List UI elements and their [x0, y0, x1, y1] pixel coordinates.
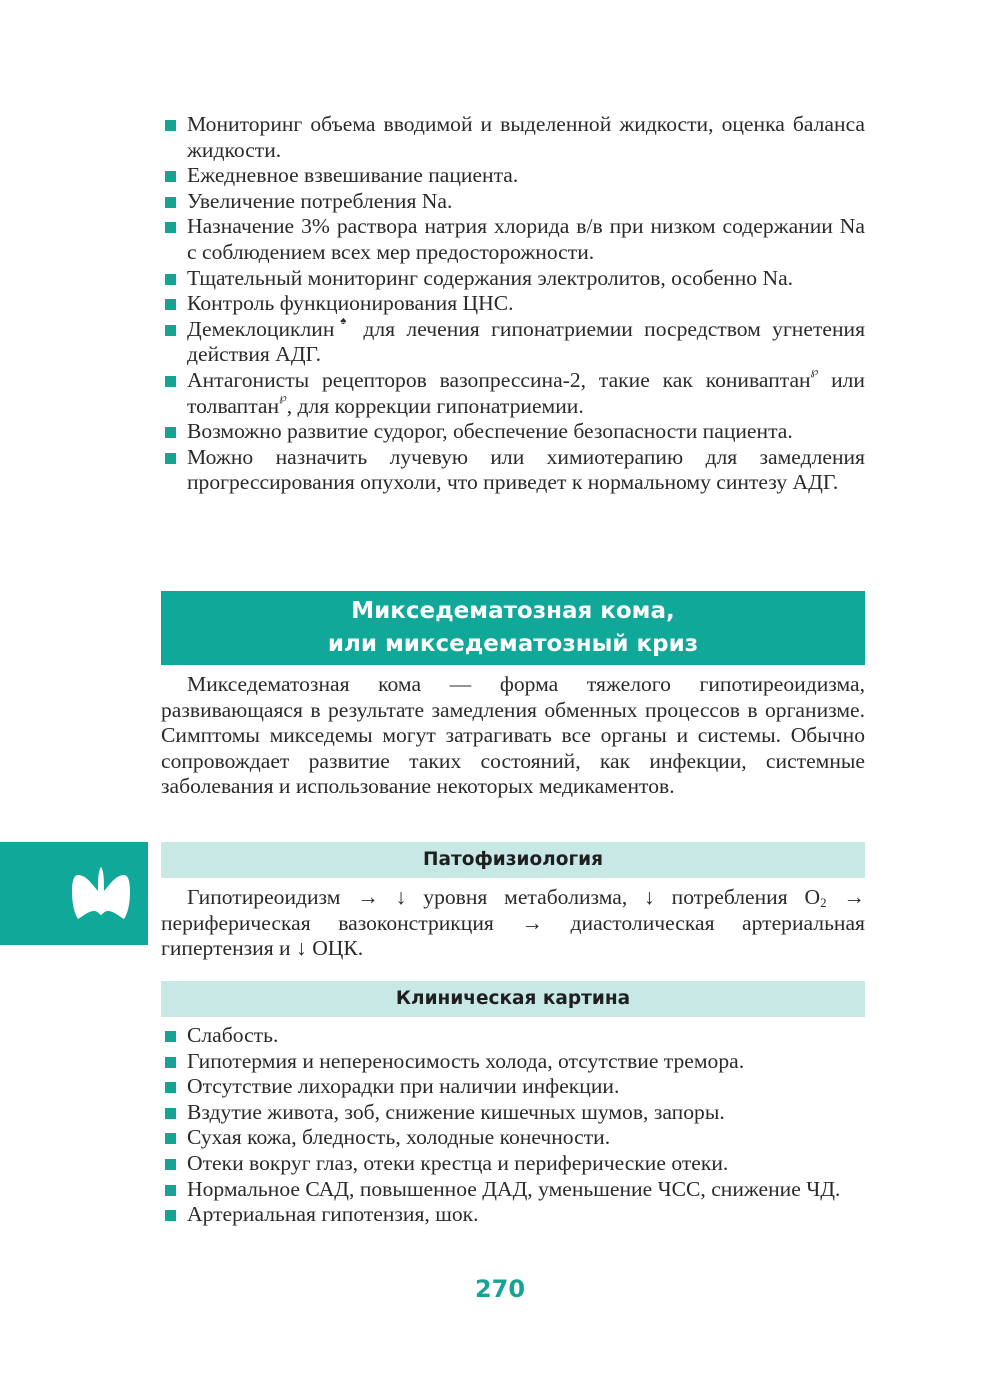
drug-name: Демеклоциклин — [187, 316, 335, 341]
list-item-text: Тщательный мониторинг содержания электролитов, особенно Na. — [187, 265, 794, 290]
list-item-text: Сухая кожа, бледность, холодные конечности. — [187, 1125, 611, 1150]
intro-paragraph: Микседематозная кома — форма тяжелого гипотиреоидизма, развивающаяся в результате замедления обменных процессов в организме. Симптомы микседемы могут затрагивать все органы и системы. Обычно сопровождает развитие таких состояний, как инфекции, системные заболевания и использование некоторых медикаментов. — [161, 672, 865, 799]
list-item-text: , для коррекции гипонатриемии. — [286, 393, 584, 418]
page-number: 270 — [474, 1275, 526, 1303]
pathophysiology-text: → периферическая вазоконстрикция → диастолическая артериальная гипертензия и ↓ ОЦК. — [161, 885, 865, 961]
list-item — [161, 214, 865, 265]
section-title-line-2: или микседематозный криз — [327, 631, 699, 657]
bullet-square-icon — [165, 299, 176, 310]
bullet-square-icon — [165, 1185, 176, 1196]
list-item — [161, 1125, 865, 1151]
bullet-square-icon — [165, 1133, 176, 1144]
pathophysiology-heading: Патофизиология — [161, 842, 865, 878]
list-item — [161, 112, 865, 163]
list-item — [161, 1151, 865, 1177]
list-item — [161, 1202, 865, 1228]
list-item — [161, 163, 865, 189]
list-item-text: Можно назначить лучевую или химиотерапию для замедления прогрессирования опухоли, что приведет к нормальному синтезу АДГ. — [187, 444, 865, 495]
list-item-text: или толваптан — [187, 367, 865, 418]
bullet-square-icon — [165, 197, 176, 208]
section-title-banner — [161, 591, 865, 665]
bullet-square-icon — [165, 1031, 176, 1042]
bullet-square-icon — [165, 222, 176, 233]
clinical-heading: Клиническая картина — [161, 981, 865, 1017]
list-item-text: Слабость. — [187, 1023, 279, 1047]
section-title-line-1: Микседематозная кома, — [351, 598, 675, 624]
list-item-text: Вздутие живота, зоб, снижение кишечных шумов, запоры. — [187, 1099, 725, 1124]
list-item — [161, 1049, 865, 1075]
bullet-square-icon — [165, 1159, 176, 1170]
chapter-thumb-tab — [0, 842, 148, 945]
list-item-text: Увеличение потребления Na. — [187, 188, 453, 213]
list-item-text: Ежедневное взвешивание пациента. — [187, 163, 519, 188]
list-item-text: Назначение 3% раствора натрия хлорида в/в при низком содержании Na с соблюдением всех мер предосторожности. — [187, 214, 865, 264]
pathophysiology-text: Гипотиреоидизм → ↓ уровня метаболизма, ↓ потребления O — [187, 885, 821, 909]
bullet-square-icon — [165, 120, 176, 131]
spade-mark-icon: ♠ — [334, 314, 353, 327]
bullet-square-icon — [165, 453, 176, 464]
list-item — [161, 189, 865, 215]
bullet-square-icon — [165, 325, 176, 336]
list-item-text: Отсутствие лихорадки при наличии инфекции. — [187, 1074, 620, 1099]
list-item-text: Контроль функционирования ЦНС. — [187, 291, 514, 316]
list-item — [161, 291, 865, 317]
bullet-square-icon — [165, 376, 176, 387]
list-item-text: Гипотермия и непереносимость холода, отсутствие тремора. — [187, 1048, 745, 1073]
pathophysiology-paragraph — [161, 885, 865, 962]
list-item — [161, 1100, 865, 1126]
list-item — [161, 1074, 865, 1100]
list-item-text: Антагонисты рецепторов вазопрессина-2, такие как кониваптан — [187, 367, 811, 392]
list-item — [161, 1023, 865, 1049]
thyroid-icon — [72, 867, 130, 923]
list-item — [161, 445, 865, 496]
management-list — [161, 112, 865, 496]
bullet-square-icon — [165, 1082, 176, 1093]
list-item — [161, 365, 865, 419]
list-item-text: для лечения гипонатриемии посредством угнетения действия АДГ. — [187, 316, 866, 367]
list-item-text: Нормальное САД, повышенное ДАД, уменьшение ЧСС, снижение ЧД. — [187, 1176, 841, 1201]
weierstrass-mark-icon: ℘ — [279, 391, 287, 404]
list-item — [161, 266, 865, 292]
clinical-list — [161, 1023, 865, 1228]
bullet-square-icon — [165, 1108, 176, 1119]
bullet-square-icon — [165, 1210, 176, 1221]
o2-subscript: 2 — [820, 895, 827, 910]
bullet-square-icon — [165, 427, 176, 438]
list-item — [161, 419, 865, 445]
bullet-square-icon — [165, 1057, 176, 1068]
bullet-square-icon — [165, 274, 176, 285]
list-item — [161, 314, 866, 368]
weierstrass-mark-icon: ℘ — [810, 365, 819, 378]
list-item-text: Мониторинг объема вводимой и выделенной жидкости, оценка баланса жидкости. — [187, 112, 865, 162]
clinical-list-container — [161, 1023, 865, 1228]
top-list-container — [161, 112, 865, 496]
list-item-text: Возможно развитие судорог, обеспечение безопасности пациента. — [187, 419, 793, 444]
list-item-text: Отеки вокруг глаз, отеки крестца и периферические отеки. — [187, 1150, 729, 1175]
list-item-text: Артериальная гипотензия, шок. — [187, 1202, 479, 1227]
bullet-square-icon — [165, 171, 176, 182]
list-item — [161, 1177, 865, 1203]
